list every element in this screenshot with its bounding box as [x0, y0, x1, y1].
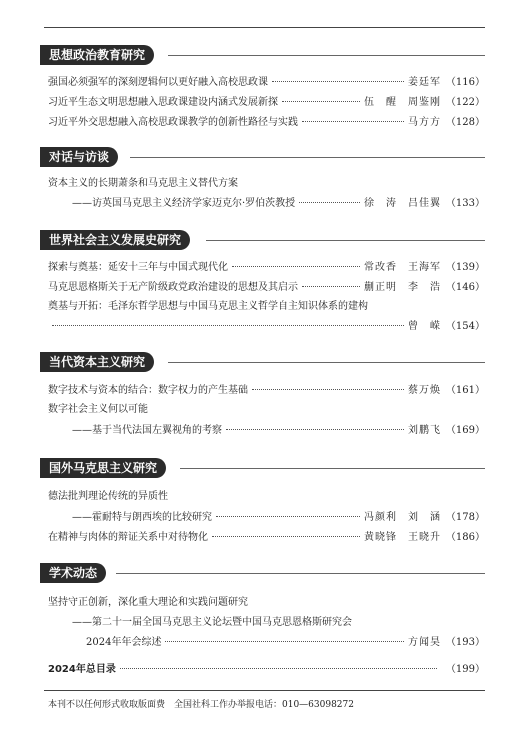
entry-title[interactable]: 奠基与开拓：毛泽东哲学思想与中国马克思主义哲学自主知识体系的建构 [48, 301, 368, 312]
entry-page: （128） [445, 117, 485, 128]
entry-author: 徐 涛 吕佳翼 [364, 198, 441, 209]
section-rule [168, 362, 485, 363]
dot-leader [212, 536, 360, 537]
entry-page: （193） [445, 637, 485, 648]
dot-leader [52, 325, 404, 326]
entry-title[interactable]: 资本主义的长期萧条和马克思主义替代方案 [48, 178, 238, 189]
toc-entry[interactable] [48, 116, 485, 130]
entry-page: （186） [445, 532, 485, 543]
top-rule [44, 27, 485, 28]
entry-subtitle: ——基于当代法国左翼视角的考察 [72, 425, 222, 436]
entry-page: （154） [445, 321, 485, 332]
dot-leader [299, 202, 360, 203]
entry-title: 数字技术与资本的结合：数字权力的产生基础 [48, 385, 248, 396]
section-rule [168, 55, 485, 56]
dot-leader [282, 101, 360, 102]
section-heading: 对话与访谈 [40, 147, 118, 167]
entry-page: （199） [445, 664, 485, 675]
toc-entry[interactable] [48, 281, 485, 295]
toc-entry[interactable] [48, 384, 485, 398]
entry-author: 蒯正明 李 浩 [364, 282, 441, 293]
footer-note: 本刊不以任何形式收取版面费 全国社科工作办举报电话：010—63098272 [48, 700, 354, 710]
dot-leader [272, 81, 404, 82]
toc-entry[interactable] [48, 531, 485, 545]
entry-title: 2024年总目录 [48, 664, 116, 675]
entry-title[interactable]: 坚持守正创新，深化重大理论和实践问题研究 [48, 597, 248, 608]
entry-page: （178） [445, 512, 485, 523]
entry-subtitle: ——访英国马克思主义经济学家迈克尔·罗伯茨教授 [72, 198, 296, 209]
entry-author: 黄晓锋 王晓升 [364, 532, 441, 543]
entry-author: 伍 醒 周鉴刚 [364, 97, 441, 108]
entry-page: （161） [445, 385, 485, 396]
entry-page: （169） [445, 425, 485, 436]
entry-author: 方闻昊 [408, 637, 441, 648]
toc-entry[interactable] [72, 511, 485, 525]
entry-title[interactable]: 德法批判理论传统的异质性 [48, 491, 168, 502]
section-heading: 世界社会主义发展史研究 [40, 230, 190, 250]
entry-page: （133） [445, 198, 485, 209]
entry-title: 探索与奠基：延安十三年与中国式现代化 [48, 262, 228, 273]
dot-leader [302, 286, 360, 287]
entry-title: 马克思恩格斯关于无产阶级政党政治建设的思想及其启示 [48, 282, 298, 293]
toc-entry[interactable] [48, 261, 485, 275]
entry-page: （139） [445, 262, 485, 273]
dot-leader [165, 641, 404, 642]
dot-leader [226, 429, 404, 430]
dot-leader [232, 266, 360, 267]
entry-page: （146） [445, 282, 485, 293]
section-rule [116, 573, 485, 574]
toc-entry[interactable] [48, 96, 485, 110]
entry-author: 马方方 [408, 117, 441, 128]
toc-entry[interactable] [86, 636, 485, 650]
entry-page: （122） [445, 97, 485, 108]
bottom-rule [44, 690, 485, 691]
section-rule [180, 468, 485, 469]
entry-title: 在精神与肉体的辩证关系中对待物化 [48, 532, 208, 543]
entry-title: 习近平生态文明思想融入思政课建设内涵式发展新探 [48, 97, 278, 108]
toc-entry[interactable] [72, 197, 485, 211]
dot-leader [216, 516, 360, 517]
section-rule [206, 240, 485, 241]
entry-author: 蔡万焕 [408, 385, 441, 396]
entry-title: 习近平外交思想融入高校思政课教学的创新性路径与实践 [48, 117, 298, 128]
section-heading: 思想政治教育研究 [40, 45, 154, 65]
entry-page: （116） [445, 77, 485, 88]
dot-leader [302, 121, 404, 122]
toc-entry[interactable] [72, 424, 485, 438]
entry-subtitle: 2024年年会综述 [86, 637, 162, 648]
toc-entry[interactable] [48, 320, 485, 334]
section-rule [130, 157, 485, 158]
section-heading: 国外马克思主义研究 [40, 458, 166, 478]
entry-author: 冯颜利 刘 涵 [364, 512, 441, 523]
section-heading: 当代资本主义研究 [40, 352, 154, 372]
dot-leader [252, 389, 404, 390]
entry-title[interactable]: 数字社会主义何以可能 [48, 404, 148, 415]
section-heading: 学术动态 [40, 563, 106, 583]
entry-subtitle[interactable]: ——第二十一届全国马克思主义论坛暨中国马克思恩格斯研究会 [72, 617, 352, 628]
dot-leader [120, 668, 437, 669]
entry-title: 强国必须强军的深刻逻辑何以更好融入高校思政课 [48, 77, 268, 88]
entry-subtitle: ——霍耐特与朗西埃的比较研究 [72, 512, 212, 523]
entry-author: 曾 嵘 [408, 321, 441, 332]
toc-entry[interactable] [48, 663, 485, 677]
toc-entry[interactable] [48, 76, 485, 90]
entry-author: 姜廷军 [408, 77, 441, 88]
entry-author: 常改香 王海军 [364, 262, 441, 273]
entry-author: 刘鹏飞 [408, 425, 441, 436]
